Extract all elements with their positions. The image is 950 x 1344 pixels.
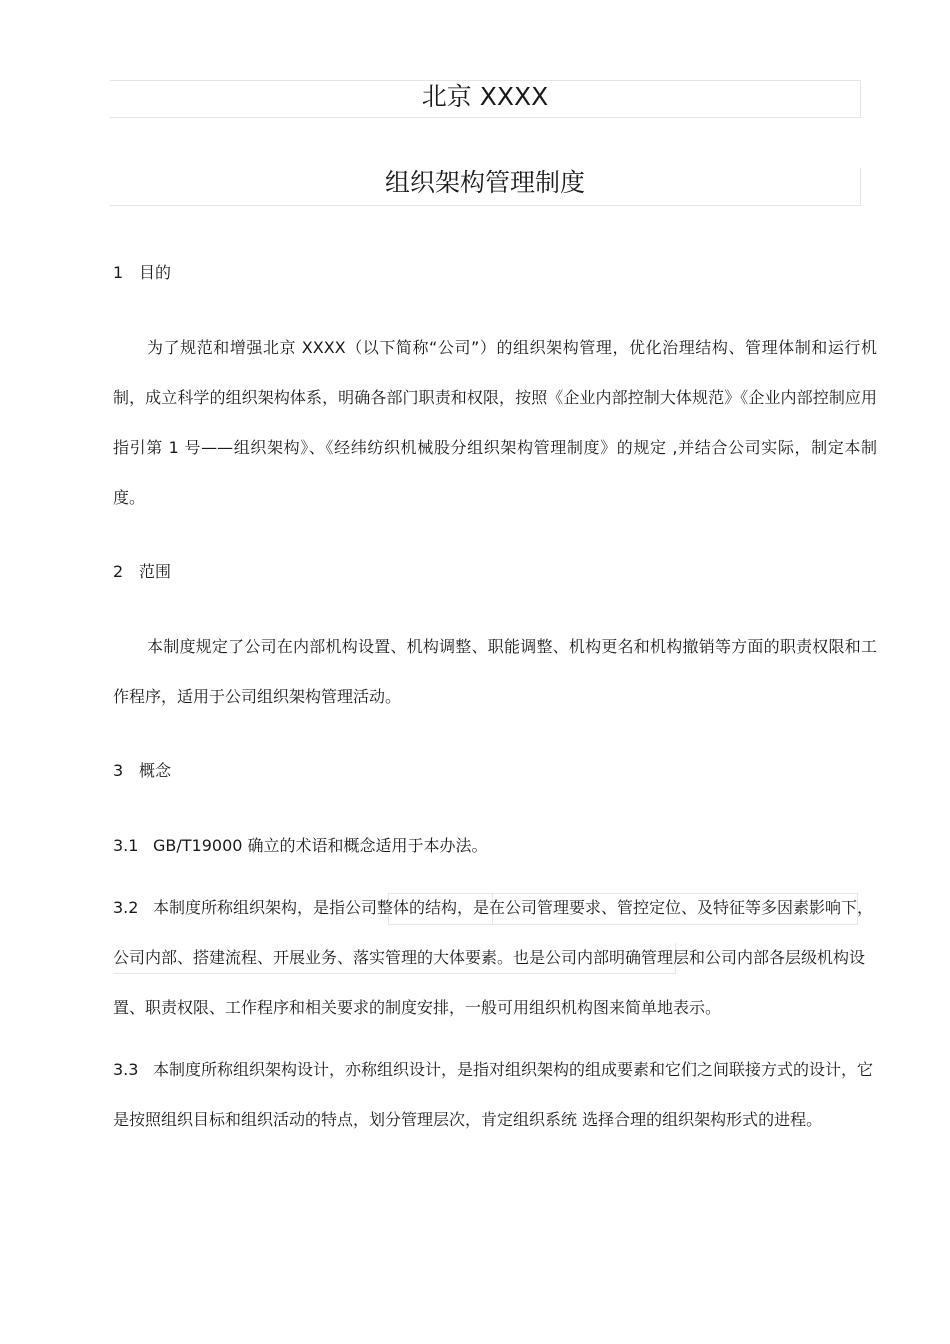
clause-text: 本制度所称组织架构，是指公司整体的结构，是在公司管理要求、管控定位、及特征等多因素影响下，公司内部、搭建流程、开展业务、落实管理的大体要素。也是公司内部明确管理层和公司内部各层级机构设置、职责权限、工作程序和相关要求的制度安排，一般可用组织机构图来简单地表示。 bbox=[113, 898, 874, 1017]
clause-3-1 bbox=[113, 821, 877, 871]
section-title: 范围 bbox=[139, 562, 172, 581]
title-line-2: 组织架构管理制度 bbox=[384, 168, 585, 197]
document-title-main bbox=[110, 168, 861, 206]
clause-number: 3.1 bbox=[113, 836, 139, 855]
section-1-heading bbox=[113, 263, 171, 283]
clause-number: 3.3 bbox=[113, 1060, 139, 1079]
clause-text: 本制度所称组织架构设计，亦称组织设计，是指对组织架构的组成要素和它们之间联接方式的设计，它是按照组织目标和组织活动的特点，划分管理层次，肯定组织系统 选择合理的组织架构形式的进程。 bbox=[113, 1060, 874, 1129]
document-title-org bbox=[110, 80, 861, 118]
section-number: 2 bbox=[113, 562, 124, 581]
section-number: 1 bbox=[113, 263, 124, 282]
section-1-paragraph: 为了规范和增强北京 XXXX（以下简称“公司”）的组织架构管理，优化治理结构、管理体制和运行机制，成立科学的组织架构体系，明确各部门职责和权限，按照《企业内部控制大体规范》《企业内部控制应用指引第 1 号——组织架构》、《经纬纺织机械股分组织架构管理制度》的规定 ,并结合公司实际，制定本制度。 bbox=[113, 338, 877, 507]
section-title: 概念 bbox=[139, 761, 172, 780]
clause-text: GB/T19000 确立的术语和概念适用于本办法。 bbox=[153, 836, 488, 855]
title-line-1: 北京 XXXX bbox=[421, 82, 549, 111]
section-2-paragraph: 本制度规定了公司在内部机构设置、机构调整、职能调整、机构更名和机构撤销等方面的职责权限和工作程序，适用于公司组织架构管理活动。 bbox=[113, 637, 877, 706]
section-3-heading bbox=[113, 761, 171, 781]
clause-3-3 bbox=[113, 1045, 877, 1145]
section-2-heading bbox=[113, 562, 171, 582]
clause-number: 3.2 bbox=[113, 898, 139, 917]
section-number: 3 bbox=[113, 761, 124, 780]
section-title: 目的 bbox=[139, 263, 172, 282]
clause-3-2 bbox=[113, 883, 877, 1033]
